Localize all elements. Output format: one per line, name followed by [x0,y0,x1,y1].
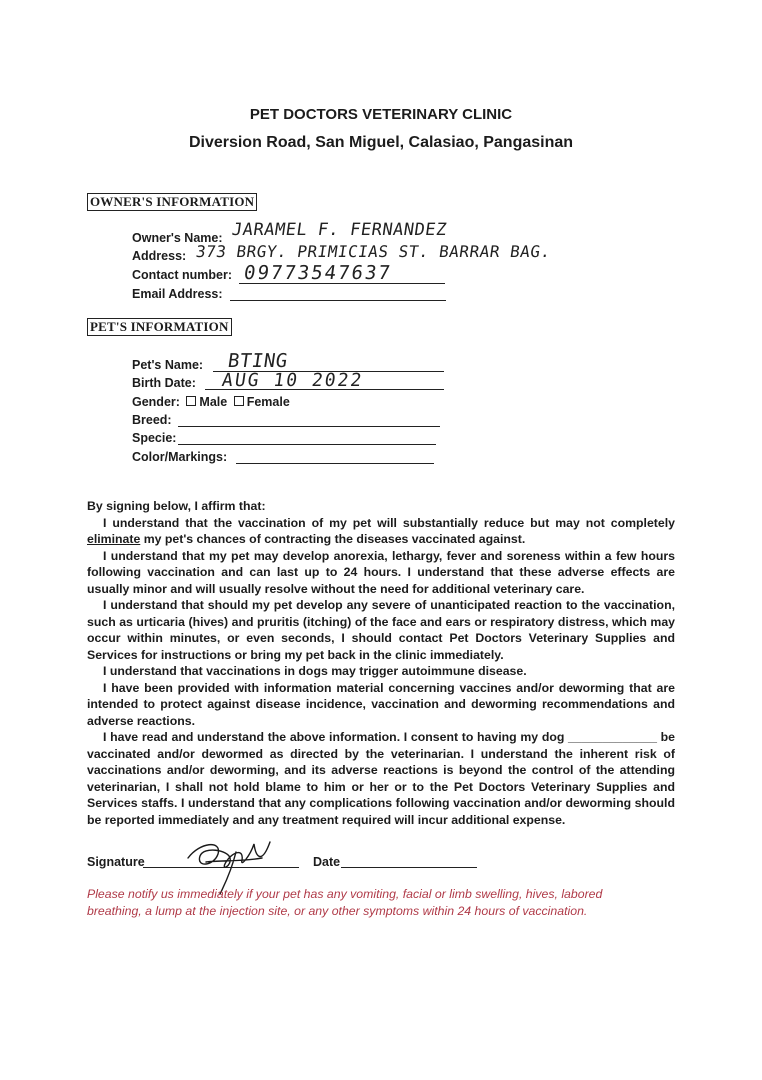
email-label: Email Address: [132,287,223,301]
address-field [132,249,186,264]
pet-section-title: PET'S INFORMATION [87,318,232,336]
owner-name-label: Owner's Name: [132,231,223,245]
consent-paragraph-2: I understand that my pet may develop anorexia, lethargy, fever and soreness within a few hours following vaccination and can last up to 24 hours. I understand that these adverse effects are usually minor and will usually resolve without the need for additional veterinary care. [87,548,675,596]
owner-section-title: OWNER'S INFORMATION [87,193,257,211]
consent-paragraph-4: I understand that vaccinations in dogs may trigger autoimmune disease. [103,664,527,678]
pet-name-field [132,358,203,373]
female-label: Female [246,395,290,409]
gender-field [132,395,290,410]
date-line[interactable] [341,867,477,868]
specie-label: Specie: [132,431,177,445]
female-checkbox[interactable] [234,396,244,406]
eliminate-emphasis: eliminate [87,532,141,546]
clinic-name: PET DOCTORS VETERINARY CLINIC [249,106,513,123]
consent-paragraph-1: I understand that the vaccination of my pet will substantially reduce but may not completely eliminate my pet's chances of contracting the diseases vaccinated against. [87,515,675,546]
male-label: Male [199,395,228,409]
color-field [132,450,227,465]
email-line [230,300,446,301]
address-label: Address: [132,249,187,263]
clinic-address: Diversion Road, San Miguel, Calasiao, Pangasinan [188,134,574,151]
signature-field [87,855,145,869]
birth-date-field [132,376,196,391]
email-field [132,287,223,302]
signature-label: Signature [87,855,145,869]
color-line [236,463,434,464]
contact-value: 09773547637 [242,262,394,284]
breed-line [178,426,440,427]
date-label: Date [313,855,341,869]
breed-label: Breed: [132,413,172,427]
notice-text: Please notify us immediately if your pet has any vomiting, facial or limb swelling, hives, labored breathing, a lump at the injection site, or any other symptoms within 24 hours of vaccination. [87,887,603,918]
birth-date-value: AUG 10 2022 [220,370,365,391]
date-field [313,855,340,869]
consent-paragraph-6: I have read and understand the above information. I consent to having my dog _____________ be vaccinated and/or dewormed as directed by the veterinarian. I understand the inherent risk of vaccinations and/or deworming, and its adverse reactions is beyond the control of the attending veterinarian, I shall not hold blame to him or her or to the Pet Doctors Veterinary Supplies and Services staffs. I understand that any complications following vaccination and/or deworming should be reported immediately and any treatment required will incur additional expense. [87,730,675,827]
contact-field [132,268,232,283]
gender-label: Gender: [132,395,180,409]
male-checkbox[interactable] [186,396,196,406]
pet-name-value: BTING [226,350,290,372]
specie-line [178,444,436,445]
consent-intro: By signing below, I affirm that: [87,499,266,513]
address-value: 373 BRGY. PRIMICIAS ST. BARRAR BAG. [194,242,552,261]
pet-name-label: Pet's Name: [132,358,204,372]
consent-paragraph-3: I understand that should my pet develop any severe of unanticipated reaction to the vaccination, such as urticaria (hives) and pruritis (itching) of the face and ears or respiratory distress, which may occur within minutes, or even seconds, I should contact Pet Doctors Veterinary Supplies and Services for instructions or bring my pet back in the clinic immediately. [87,598,675,662]
specie-field [132,431,176,446]
consent-text [87,498,675,828]
owner-name-value: JARAMEL F. FERNANDEZ [230,220,449,240]
consent-paragraph-5: I have been provided with information material concerning vaccines and/or deworming that are intended to protect against disease incidence, vaccination and deworming recommendations and adverse reactions. [87,680,675,728]
birth-date-label: Birth Date: [132,376,196,390]
breed-field [132,413,172,428]
contact-label: Contact number: [132,268,232,282]
color-label: Color/Markings: [132,450,228,464]
